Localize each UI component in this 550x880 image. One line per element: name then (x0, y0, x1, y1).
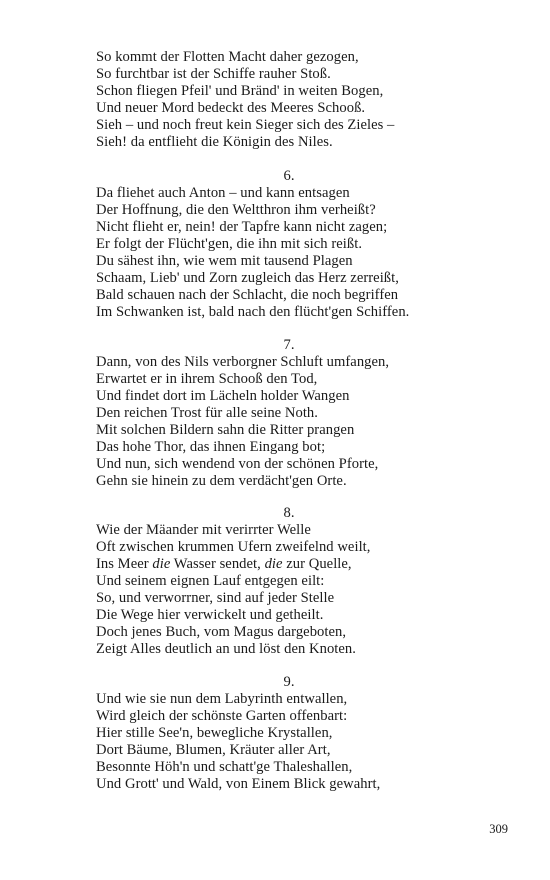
verse-line: Wie der Mäander mit verirrter Welle (96, 522, 311, 538)
page-number: 309 (489, 822, 508, 836)
verse-line: Den reichen Trost für alle seine Noth. (96, 405, 318, 421)
verse-line: Die Wege hier verwickelt und getheilt. (96, 607, 324, 623)
verse-line: Dann, von des Nils verborgner Schluft umfangen, (96, 354, 390, 370)
stanza-number: 7. (283, 337, 295, 353)
stanza-number: 8. (283, 505, 295, 521)
verse-line: Doch jenes Buch, vom Magus dargeboten, (96, 624, 347, 640)
verse-line: Und wie sie nun dem Labyrinth entwallen, (96, 691, 348, 707)
verse-line: Und neuer Mord bedeckt des Meeres Schooß. (96, 100, 366, 116)
verse-line: Und nun, sich wendend von der schönen Pforte, (96, 456, 379, 472)
stanza-continuation (96, 49, 496, 151)
verse-line: Sieh! da entflieht die Königin des Niles. (96, 134, 333, 150)
emphasis-word: die (152, 556, 171, 572)
verse-line: So, und verworrner, sind auf jeder Stelle (96, 590, 335, 606)
stanza-number: 9. (283, 674, 295, 690)
verse-line: So kommt der Flotten Macht daher gezogen, (96, 49, 359, 65)
stanza-9 (96, 674, 496, 793)
verse-line: Dort Bäume, Blumen, Kräuter aller Art, (96, 742, 331, 758)
verse-line: Da fliehet auch Anton – und kann entsagen (96, 185, 350, 201)
emphasis-word: die (264, 556, 283, 572)
verse-line: Und seinem eignen Lauf entgegen eilt: (96, 573, 325, 589)
verse-line: Bald schauen nach der Schlacht, die noch begriffen (96, 287, 399, 303)
stanza-6 (96, 168, 496, 321)
verse-line: Er folgt der Flücht'gen, die ihn mit sich reißt. (96, 236, 363, 252)
verse-line: Und Grott' und Wald, von Einem Blick gewahrt, (96, 776, 381, 792)
stanza-number: 6. (283, 168, 295, 184)
verse-line-with-emphasis (96, 556, 496, 573)
verse-line: Sieh – und noch freut kein Sieger sich des Zieles – (96, 117, 395, 133)
verse-line: Schon fliegen Pfeil' und Bränd' in weiten Bogen, (96, 83, 384, 99)
verse-line: Du sähest ihn, wie wem mit tausend Plagen (96, 253, 353, 269)
verse-text: Wasser sendet, (170, 556, 265, 572)
verse-line: Mit solchen Bildern sahn die Ritter prangen (96, 422, 355, 438)
verse-line: Besonnte Höh'n und schatt'ge Thaleshallen, (96, 759, 353, 775)
stanza-7 (96, 337, 496, 490)
verse-line: Erwartet er in ihrem Schooß den Tod, (96, 371, 318, 387)
verse-line: Oft zwischen krummen Ufern zweifelnd weilt, (96, 539, 371, 555)
verse-text: zur Quelle, (282, 556, 352, 572)
verse-text: Ins Meer (96, 556, 153, 572)
verse-line: Der Hoffnung, die den Weltthron ihm verheißt? (96, 202, 376, 218)
verse-line: Gehn sie hinein zu dem verdächt'gen Orte. (96, 473, 347, 489)
verse-line: Das hohe Thor, das ihnen Eingang bot; (96, 439, 326, 455)
verse-line: Zeigt Alles deutlich an und löst den Knoten. (96, 641, 356, 657)
verse-line: Im Schwanken ist, bald nach den flücht'gen Schiffen. (96, 304, 410, 320)
verse-line: So furchtbar ist der Schiffe rauher Stoß. (96, 66, 331, 82)
verse-line: Und findet dort im Lächeln holder Wangen (96, 388, 350, 404)
verse-line: Hier stille See'n, bewegliche Krystallen, (96, 725, 333, 741)
verse-line: Wird gleich der schönste Garten offenbart: (96, 708, 348, 724)
verse-line: Schaam, Lieb' und Zorn zugleich das Herz zerreißt, (96, 270, 399, 286)
stanza-8 (96, 505, 496, 658)
verse-line: Nicht flieht er, nein! der Tapfre kann nicht zagen; (96, 219, 388, 235)
